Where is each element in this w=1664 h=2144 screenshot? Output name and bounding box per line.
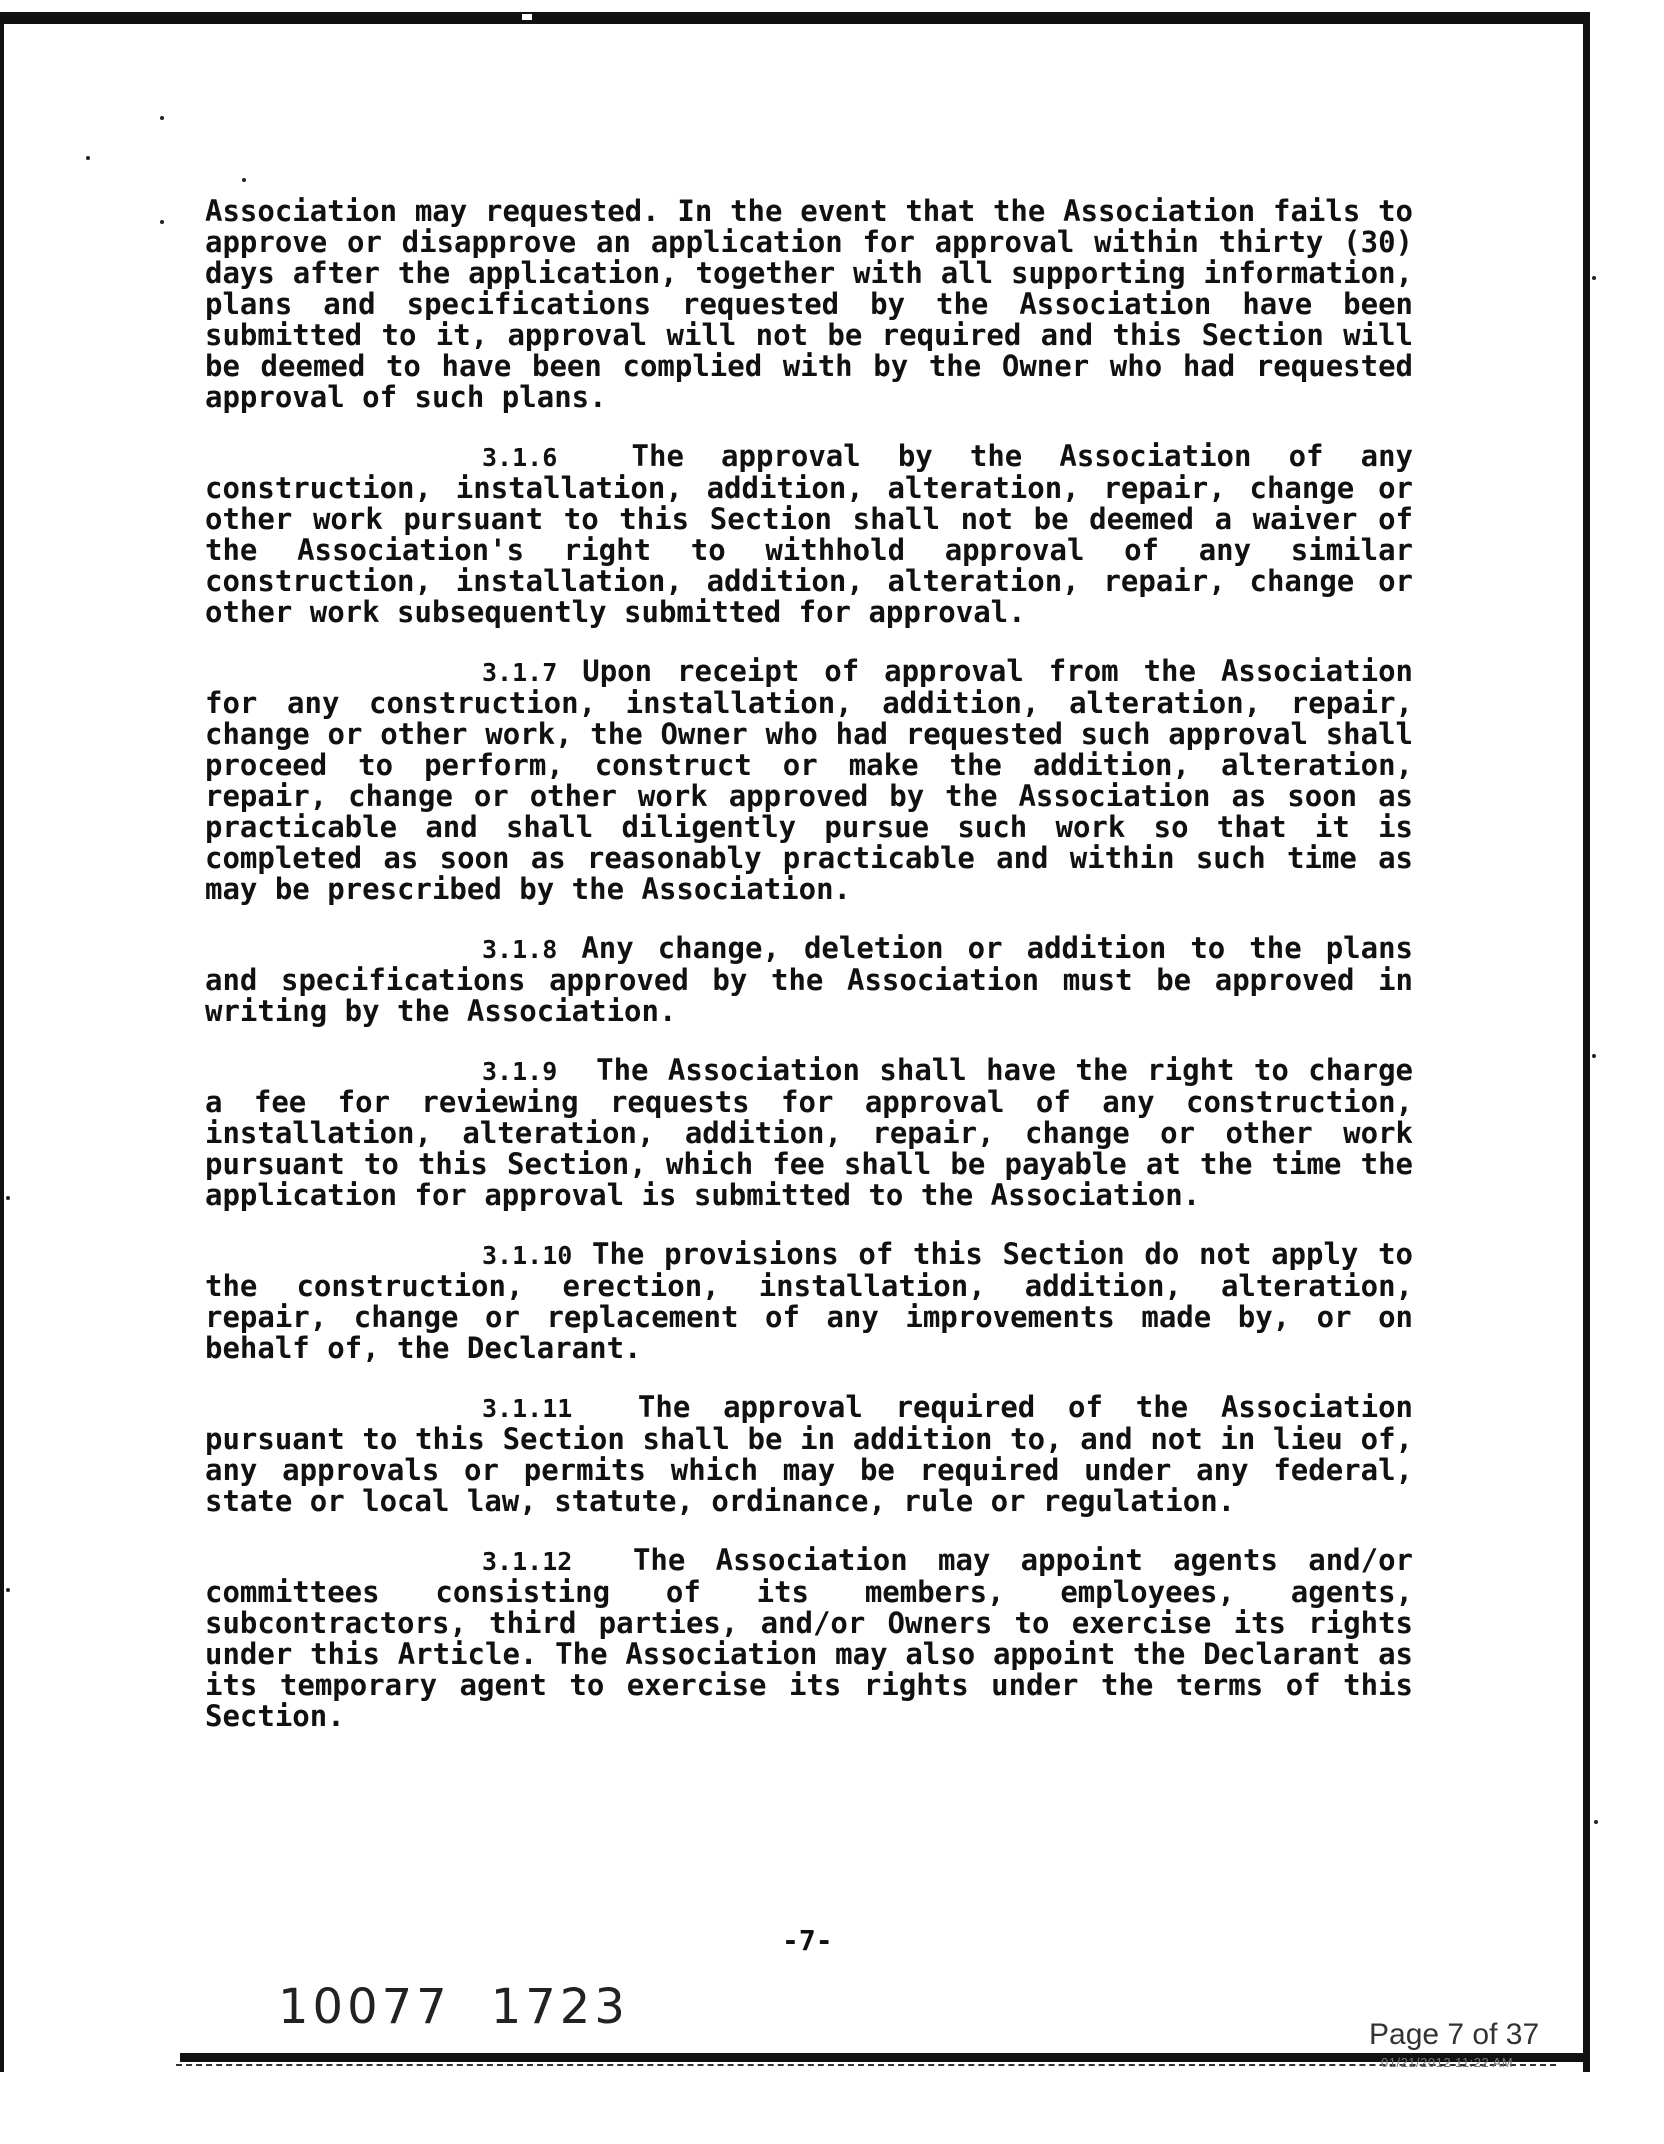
scan-speck: [86, 156, 90, 160]
book-page-stamp: [278, 1979, 629, 2035]
scan-right-border: [1583, 12, 1590, 2072]
paragraph-text: The Association may appoint agents and/or committees consisting of its members, employees, agents, subcontractors, third parties, and/or Owners to exercise its rights under this Article. The Association may also appoint the Declarant as its temporary agent to exercise its rights under the terms of this Section.: [205, 1543, 1414, 1733]
scan-speck: [160, 116, 164, 120]
scan-bottom-dashes: [176, 2064, 1556, 2066]
scan-left-border: [0, 12, 4, 2072]
paragraph-text: The provisions of this Section do not apply to the construction, erection, installation, addition, alteration, repair, change or replacement of any improvements made by, or on behalf of, the Declarant.: [205, 1237, 1413, 1365]
section-number: 3.1.9: [482, 1057, 558, 1086]
section-number: 3.1.10: [482, 1241, 573, 1270]
scan-speck: [6, 1588, 10, 1592]
book-number: 10077: [278, 1979, 451, 2035]
paragraph-3-1-8: [205, 933, 1413, 1027]
paragraph-text: The approval required of the Association pursuant to this Section shall be in addition to, and not in lieu of, any approvals or permits which may be required under any federal, state or local law, statute, ordinance, rule or regulation.: [205, 1390, 1413, 1518]
scan-speck: [242, 178, 246, 182]
document-body: [205, 196, 1413, 1760]
scan-speck: [6, 1196, 10, 1200]
paragraph-3-1-12: [205, 1545, 1413, 1732]
scan-speck: [160, 220, 164, 224]
scan-speck: [1592, 276, 1596, 280]
paragraph-3-1-10: [205, 1239, 1413, 1364]
scan-top-border: [0, 12, 1590, 24]
paragraph-text: Association may requested. In the event that the Association fails to approve or disapprove an application for approval within thirty (30) days after the application, together with all supporting information, plans and specifications requested by the Association have been submitted to it, approval will not be required and this Section will be deemed to have been complied with by the Owner who had requested approval of such plans.: [205, 194, 1413, 414]
section-number: 3.1.7: [482, 658, 558, 687]
paragraph-text: The approval by the Association of any construction, installation, addition, alteration, repair, change or other work pursuant to this Section shall not be deemed a waiver of the Association's right to withhold approval of any similar construction, installation, addition, alteration, repair, change or other work subsequently submitted for approval.: [205, 439, 1413, 629]
scan-bottom-border: [180, 2053, 1590, 2062]
section-number: 3.1.12: [482, 1547, 573, 1576]
paragraph-text: The Association shall have the right to charge a fee for reviewing requests for approval of any construction, installation, alteration, addition, repair, change or other work pursuant to this Section, which fee shall be payable at the time the application for approval is submitted to the Association.: [205, 1053, 1414, 1212]
paragraph-3-1-9: [205, 1055, 1413, 1211]
paragraph-continuation: [205, 196, 1413, 413]
scan-speck: [1594, 1820, 1598, 1824]
paragraph-3-1-11: [205, 1392, 1413, 1517]
page-number: -7-: [782, 1924, 833, 1957]
section-number: 3.1.11: [482, 1394, 573, 1423]
scan-top-notch: [522, 14, 532, 20]
scan-speck: [1592, 1054, 1596, 1058]
paragraph-text: Any change, deletion or addition to the plans and specifications approved by the Association must be approved in writing by the Association.: [205, 931, 1413, 1028]
paragraph-3-1-7: [205, 656, 1413, 905]
section-number: 3.1.6: [482, 443, 558, 472]
page-of-indicator: Page 7 of 37: [1369, 2018, 1540, 2051]
paragraph-3-1-6: [205, 441, 1413, 628]
paragraph-text: Upon receipt of approval from the Association for any construction, installation, addition, alteration, repair, change or other work, the Owner who had requested such approval shall proceed to perform, construct or make the addition, alteration, repair, change or other work approved by the Association as soon as practicable and shall diligently pursue such work so that it is completed as soon as reasonably practicable and within such time as may be prescribed by the Association.: [205, 654, 1413, 906]
book-page-number: 1723: [490, 1979, 629, 2035]
section-number: 3.1.8: [482, 935, 558, 964]
print-timestamp: 01/21/2012 11:22 AM: [1381, 2055, 1514, 2070]
